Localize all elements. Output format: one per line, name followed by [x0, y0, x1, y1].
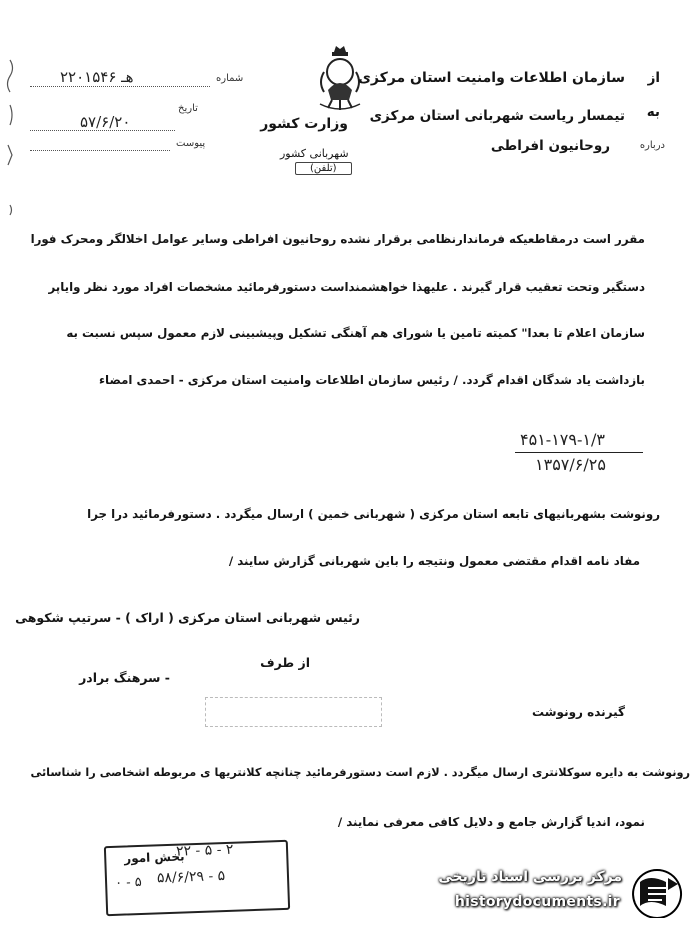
routing-line-1: رونوشت بشهربانیهای تابعه استان مرکزی ( شهربانی خمین ) ارسال میگردد . دستورفرمائید درا جرا: [87, 507, 660, 521]
to-text: تیمسار ریاست شهربانی استان مرکزی: [369, 108, 625, 124]
from-label: از: [647, 70, 660, 86]
watermark-title: مرکز بررسی اسناد تاریخی: [438, 869, 622, 885]
routing-line-2: مفاد نامه اقدام مقتضى معمول ونتیجه را باین شهربانی گزارش سایند /: [228, 554, 640, 568]
attachment-label: پیوست: [176, 138, 206, 149]
about-label: درباره: [639, 140, 665, 151]
stamp-line-3: ۰ - ۵: [114, 874, 143, 891]
police-department: شهربانی کشور: [280, 147, 349, 160]
archive-logo-icon: [628, 866, 686, 918]
watermark-url: historydocuments.ir: [454, 894, 620, 910]
number-value: ۲۲۰۱۵۴۶ هـ: [60, 68, 134, 86]
date-label: تاریخ: [178, 103, 198, 114]
redacted-area: [205, 697, 382, 727]
copy-line-2: نمود، اندیا گزارش جامع و دلایل کافى معرفى نمایند /: [337, 815, 645, 829]
about-text: روحانیون افراطی: [490, 138, 610, 154]
to-label: به: [646, 104, 660, 120]
date-value: ۵۷/۶/۲۰: [80, 113, 131, 131]
ministry-title: وزارت کشور: [260, 116, 348, 132]
body-line-2: دستگیر وتحت تعقیب قرار گیرند . علیهذا خواهشمنداست دستورفرمائید مشخصات افراد مورد نظر وایاپر: [48, 280, 645, 294]
registration-number: ۴۵۱-۱۷۹-۱/۳: [520, 430, 605, 449]
margin-scribble: [2, 55, 18, 245]
stamp-line-2: ۵۸/۶/۲۹ - ۵: [156, 868, 226, 887]
police-chief-signature: رئیس شهربانى استان مرکزى ( اراک ) - سرتیپ شکوهى: [15, 610, 360, 625]
stamp-line-1: ۲۲ - ۵ - ۲: [175, 841, 234, 860]
number-label: شماره: [216, 73, 244, 84]
copy-recipient-label: گیرنده رونوشت: [532, 705, 625, 719]
on-behalf-label: از طرف: [260, 655, 310, 670]
from-text: سازمان اطلاعات وامنیت استان مرکزی: [358, 70, 625, 86]
registry-stamp: [104, 840, 290, 916]
stamp-title: بخش امور: [124, 849, 185, 866]
body-line-3: سازمان اعلام تا بعدا" کمیته تامین یا شوراى هم آهنگى تشکیل وپیشبینى لازم معمول سپس نسبت به: [66, 326, 645, 340]
registration-underline: [515, 452, 643, 453]
body-line-1: مقرر است درمقاطعیکه فرماندارنظامی برقرار نشده روحانیون افراطی وسایر عوامل اخلالگر ومحرک فورا: [30, 232, 645, 246]
colonel-signature: - سرهنگ برادر: [79, 670, 170, 685]
attachment-dotted-line: [30, 150, 170, 151]
body-line-4: بازداشت یاد شدگان اقدام گردد. / رئیس سازمان اطلاعات وامنیت استان مرکزى - احمدى امضاء: [98, 373, 645, 387]
copy-tag: (تلفن): [295, 162, 352, 175]
registration-date: ۱۳۵۷/۶/۲۵: [535, 455, 606, 474]
number-dotted-line: [30, 86, 210, 87]
copy-line-1: رونوشت به دایره سوکلانتری ارسال میگردد . لازم است دستورفرمائید چنانچه کلانتریها ى مربوطه اشخاصى را شناسائى: [30, 766, 690, 779]
